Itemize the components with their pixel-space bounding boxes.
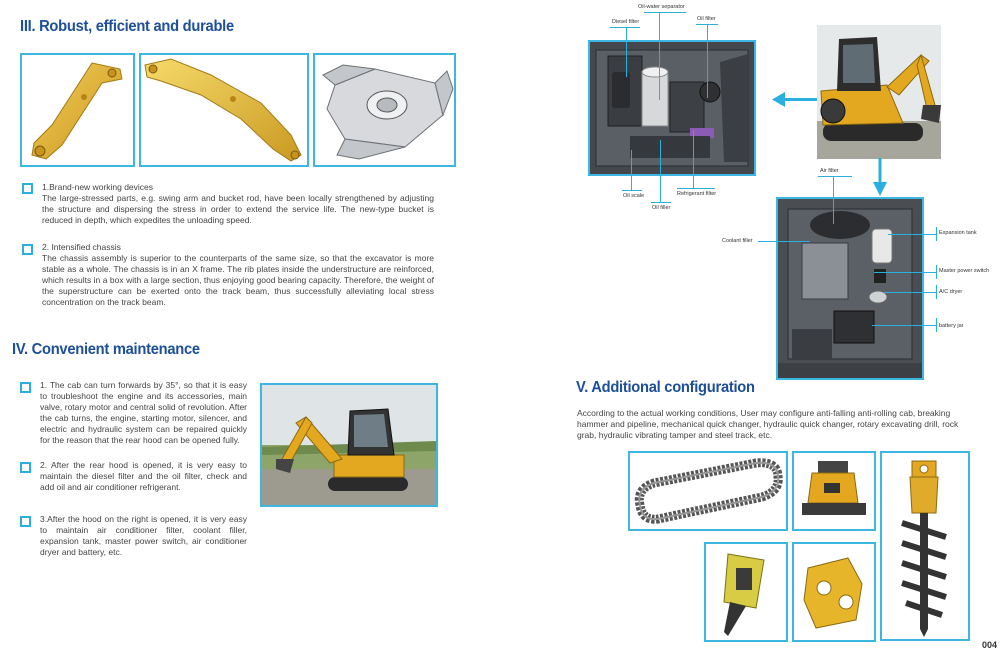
callout-line	[936, 265, 937, 279]
breaking-hammer-image	[704, 542, 788, 642]
callout-line	[833, 176, 834, 224]
bullet-box-icon	[20, 462, 31, 473]
callout-line	[936, 227, 937, 241]
section-4-title: IV. Convenient maintenance	[12, 341, 200, 358]
callout-line	[651, 202, 671, 203]
section-4-item-1: 1. The cab can turn forwards by 35°, so that it is easy to troubleshoot the engine and its accessories, main valve, rotary motor and central solid of revolution. After the cab turns, the engine, starting motor, silencer, and electric and hydraulic system can be repaired quickly for the reason that the rear hood can be opened fully.	[40, 380, 247, 445]
callout-line	[677, 188, 715, 189]
section-3-title: III. Robust, efficient and durable	[20, 18, 234, 35]
callout-line	[884, 292, 936, 293]
arrow-down-icon	[873, 158, 887, 196]
label-oil-filler: Oil filler	[652, 205, 671, 211]
callout-line	[693, 130, 694, 188]
section-4-item-3: 3.After the hood on the right is opened, it is very easy to maintain air conditioner filter, coolant filler, expansion tank, master power switch, air conditioner dryer and battery, etc.	[40, 514, 247, 557]
label-refrigerant-filter: Refrigerant filter	[677, 191, 717, 197]
section-4-item-2: 2. After the rear hood is opened, it is very easy to maintain the diesel filter and the oil filter, check and add oil and air conditioner refrigerant.	[40, 460, 247, 492]
excavator-rear-photo	[817, 25, 941, 159]
label-ac-dryer: A/C dryer	[939, 289, 963, 295]
vibrating-tamper-image	[792, 451, 876, 531]
bullet-box-icon	[20, 382, 31, 393]
callout-line	[758, 241, 810, 242]
item-2-body: The chassis assembly is superior to the counterparts of the same size, so that the excavator is more stable as a whole. The chassis is in an X frame. The rib plates inside the understructure are reinforced, which results in a box with a large section, thus enjoying good bearing capacity. Therefore, the weight of the superstructure can be exerted onto the track beam, thus successfully alleviating local stress concentration on the track beam.	[42, 253, 434, 307]
label-air-filter: Air filter	[820, 168, 839, 174]
arrow-left-icon	[772, 92, 818, 108]
callout-line	[936, 285, 937, 299]
label-expansion-tank: Expansion tank	[939, 230, 977, 236]
bullet-box-icon	[22, 244, 33, 255]
callout-line	[888, 234, 936, 235]
label-oil-filter-top: Oil filter	[697, 16, 716, 22]
callout-line	[936, 318, 937, 332]
callout-line	[707, 24, 708, 98]
swing-arm-image	[139, 53, 309, 167]
callout-line	[610, 27, 640, 28]
callout-line	[631, 150, 632, 190]
callout-line	[872, 325, 936, 326]
bucket-rod-image	[20, 53, 135, 167]
callout-line	[660, 140, 661, 202]
section-3-item-1	[42, 182, 434, 226]
quick-changer-image	[792, 542, 876, 642]
chassis-image	[313, 53, 456, 167]
callout-line	[626, 27, 627, 77]
item-2-title: 2. Intensified chassis	[42, 242, 121, 252]
callout-line	[644, 12, 686, 13]
item-1-title: 1.Brand-new working devices	[42, 182, 154, 192]
callout-line	[874, 272, 936, 273]
label-diesel-filter: Diesel filter	[612, 19, 640, 25]
page-number: 004	[982, 640, 998, 650]
label-master-power-switch: Master power switch	[939, 268, 990, 274]
label-battery-jar: battery jar	[939, 323, 964, 329]
section-3-item-2	[42, 242, 434, 308]
callout-line	[659, 12, 660, 100]
bullet-box-icon	[22, 183, 33, 194]
callout-line	[622, 190, 642, 191]
section-5-title: V. Additional configuration	[576, 379, 755, 396]
steel-track-image	[628, 451, 788, 531]
side-compartment-image	[776, 197, 924, 380]
label-oil-water-separator: Oil-water separator	[638, 4, 685, 10]
engine-compartment-image	[588, 40, 756, 176]
section-5-body: According to the actual working conditions, User may configure anti-falling anti-rolling cab, breaking hammer and pipeline, mechanical quick changer, hydraulic quick changer, rotary excavating drill, rock grab, hydraulic vibrating tamper and steel track, etc.	[577, 408, 959, 440]
rotary-drill-image	[880, 451, 970, 641]
item-1-body: The large-stressed parts, e.g. swing arm and bucket rod, have been locally strengthened by adjusting the structure and dispersing the stress in order to extend the service life. The new-type bucket is reduced in depth, which expedites the unloading speed.	[42, 193, 434, 225]
callout-line	[818, 176, 852, 177]
excavator-cab-photo	[260, 383, 438, 507]
label-coolant-filler: Coolant filler	[722, 238, 753, 244]
bullet-box-icon	[20, 516, 31, 527]
label-oil-scale: Oil scale	[623, 193, 645, 199]
